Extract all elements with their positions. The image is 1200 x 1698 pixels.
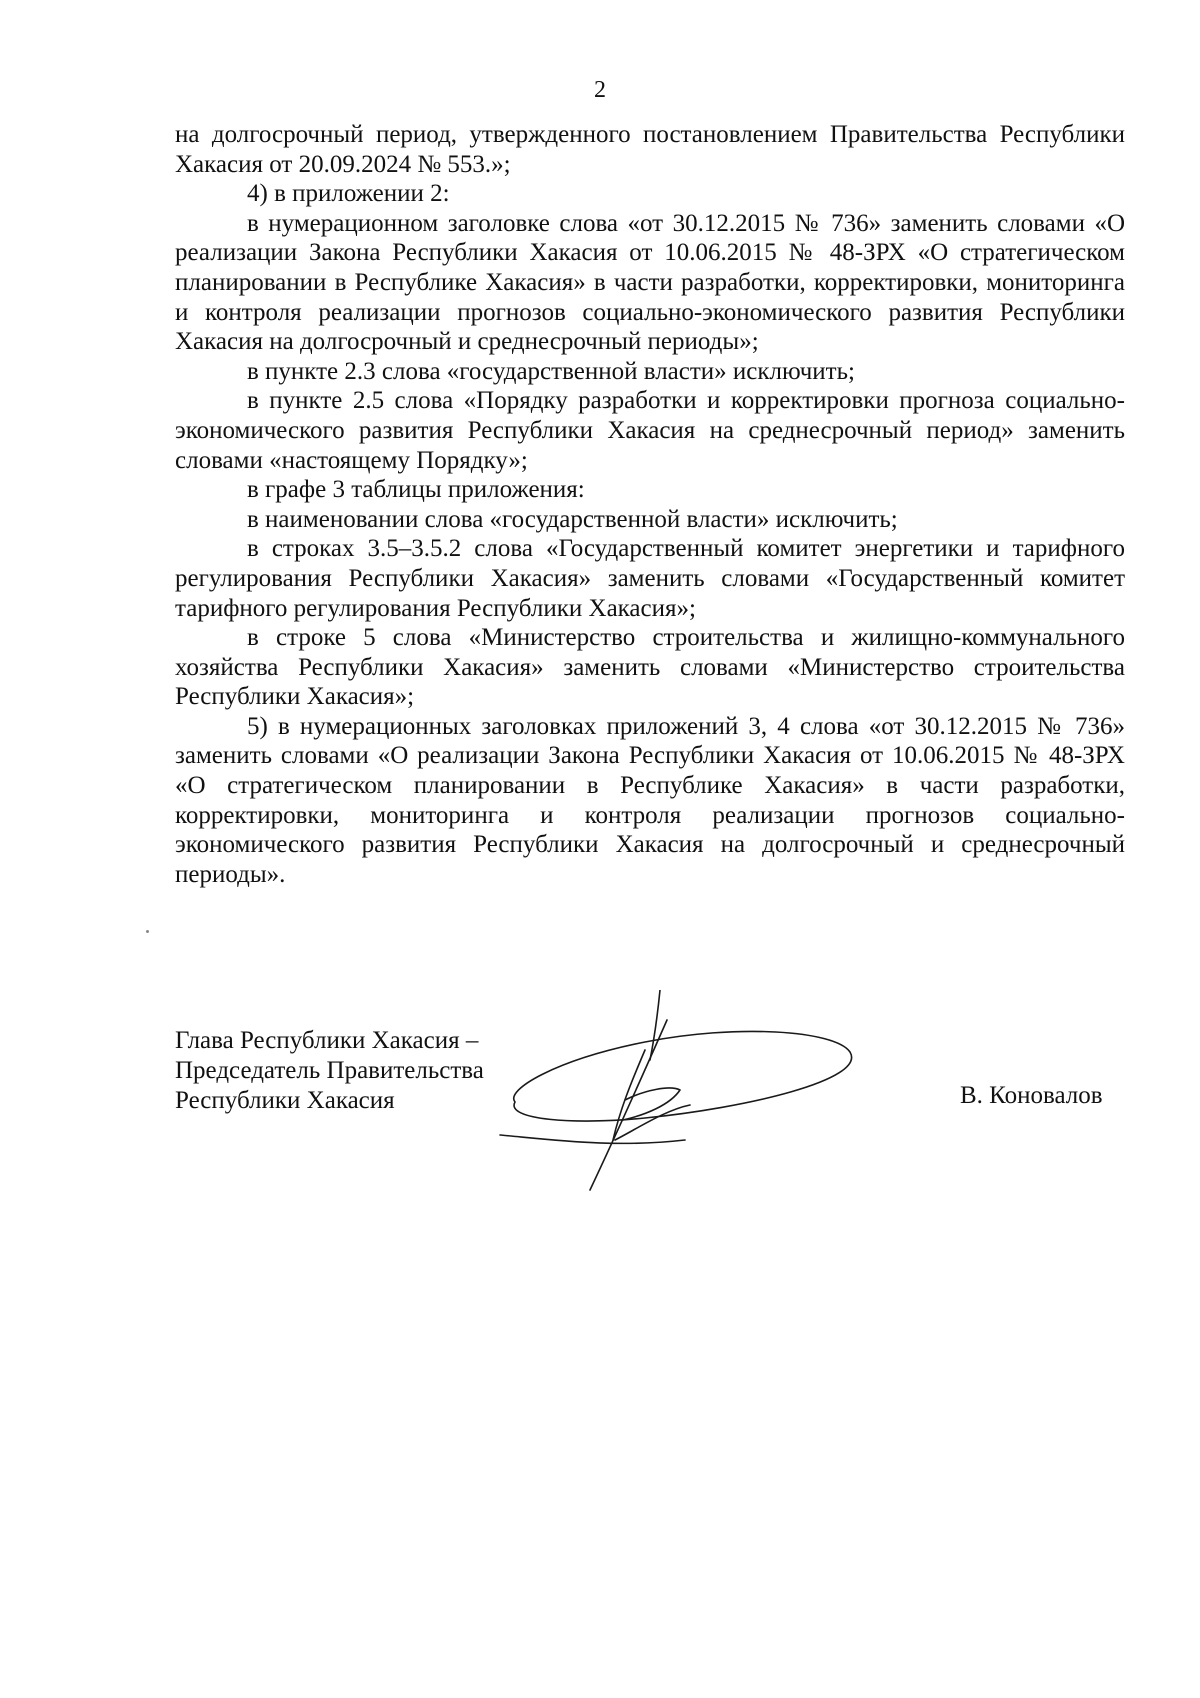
scan-speck: [146, 930, 149, 933]
signatory-name: В. Коновалов: [960, 1082, 1103, 1109]
signatory-title-line: Республики Хакасия: [175, 1087, 395, 1114]
page-number: 2: [594, 77, 606, 103]
paragraph: в пункте 2.3 слова «государственной власти» исключить;: [247, 357, 855, 385]
paragraph: в нумерационном заголовке слова «от 30.12.2015 № 736» заменить словами «О реализации Закона Республики Хакасия от 10.06.2015 № 48-ЗРХ «О стратегическом планировании в Республике Хакасия» в части разработки, корректировки, мониторинга и контроля реализации прогнозов социально-экономического развития Республики Хакасия на долгосрочный и среднесрочный периоды»;: [175, 209, 1125, 356]
paragraph: 4) в приложении 2:: [247, 180, 450, 208]
paragraph: на долгосрочный период, утвержденного постановлением Правительства Республики Хакасия от 20.09.2024 № 553.»;: [175, 121, 1125, 178]
signatory-title-line: Глава Республики Хакасия –: [175, 1027, 479, 1054]
paragraph: в строках 3.5–3.5.2 слова «Государственный комитет энергетики и тарифного регулирования Республики Хакасия» заменить словами «Государственный комитет тарифного регулирования Республики Хакасия»;: [175, 535, 1125, 622]
paragraph: в наименовании слова «государственной власти» исключить;: [247, 505, 898, 533]
signatory-title: [175, 1026, 484, 1116]
document-body: [175, 120, 1125, 889]
signatory-title-line: Председатель Правительства: [175, 1057, 484, 1084]
paragraph: 5) в нумерационных заголовках приложений 3, 4 слова «от 30.12.2015 № 736» заменить словами «О реализации Закона Республики Хакасия от 10.06.2015 № 48-ЗРХ «О стратегическом планировании в Республике Хакасия» в части разработки, корректировки, мониторинга и контроля реализации прогнозов социально-экономического развития Республики Хакасия на долгосрочный и среднесрочный периоды».: [175, 712, 1125, 888]
paragraph: в строке 5 слова «Министерство строительства и жилищно-коммунального хозяйства Республики Хакасия» заменить словами «Министерство строительства Республики Хакасия»;: [175, 624, 1125, 711]
paragraph: в графе 3 таблицы приложения:: [247, 476, 585, 504]
paragraph: в пункте 2.5 слова «Порядку разработки и корректировки прогноза социально-экономического развития Республики Хакасия на среднесрочный период» заменить словами «настоящему Порядку»;: [175, 387, 1125, 474]
handwritten-signature: [495, 990, 875, 1210]
